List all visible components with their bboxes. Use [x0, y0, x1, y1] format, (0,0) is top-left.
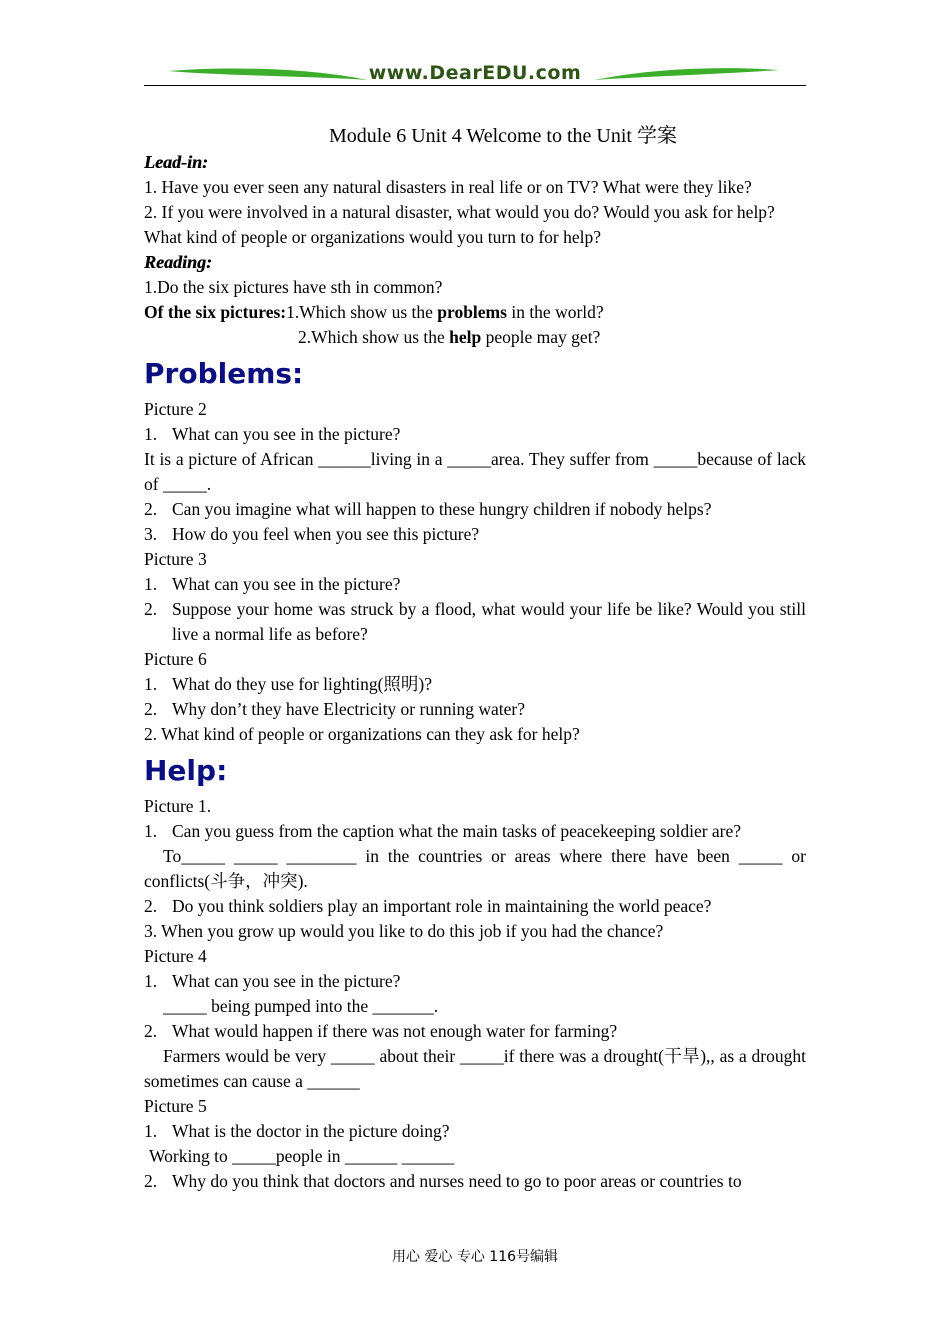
list-item: 1. Can you guess from the caption what the main tasks of peacekeeping soldier are? — [144, 821, 742, 841]
list-item: 1. What can you see in the picture? — [144, 424, 401, 444]
list-item: 2. Can you imagine what will happen to these hungry children if nobody helps? — [144, 499, 712, 519]
fill-in-line: _____ being pumped into the _______. — [163, 996, 439, 1016]
picture-1-label: Picture 1. — [144, 796, 212, 816]
picture-3-label: Picture 3 — [144, 549, 207, 569]
leadin-question-2: 2. If you were involved in a natural disaster, what would you do? Would you ask for help? What kind of people or organizations would you turn to for help? — [144, 202, 775, 247]
fill-in-line: Working to _____people in ______ ______ — [149, 1146, 455, 1166]
list-item: 2. Do you think soldiers play an important role in maintaining the world peace? — [144, 896, 712, 916]
reading-question-1: 1.Do the six pictures have sth in common? — [144, 277, 443, 297]
list-item: 1. What is the doctor in the picture doing? — [144, 1121, 450, 1141]
header-rule — [144, 85, 806, 86]
page-header — [144, 62, 806, 88]
page-footer: 用心 爱心 专心 116号编辑 — [391, 1249, 559, 1265]
fill-in-line: To_____ _____ ________ in the countries or areas where there have been _____ or conflicts(斗争，冲突). — [144, 846, 806, 891]
list-item: 1. What can you see in the picture? — [144, 971, 401, 991]
list-item: 2. Why don’t they have Electricity or running water? — [144, 699, 525, 719]
picture-4-label: Picture 4 — [144, 946, 207, 966]
picture-6-question-3: 2. What kind of people or organizations can they ask for help? — [144, 724, 580, 744]
problems-heading: Problems: — [144, 357, 304, 390]
list-item: 2. Suppose your home was struck by a flood, what would your life be like? Would you still live a normal life as before? — [144, 599, 806, 644]
picture-6-label: Picture 6 — [144, 649, 207, 669]
document-body — [144, 122, 806, 1194]
list-item: 1. What can you see in the picture? — [144, 574, 401, 594]
page-title: Module 6 Unit 4 Welcome to the Unit 学案 — [329, 125, 677, 147]
leadin-heading: Lead-in: — [144, 152, 208, 172]
list-item: 3. How do you feel when you see this picture? — [144, 524, 480, 544]
site-logo[interactable]: www.DearEDU.com — [368, 62, 582, 84]
list-item: 2. What would happen if there was not enough water for farming? — [144, 1021, 618, 1041]
picture-2-label: Picture 2 — [144, 399, 207, 419]
six-pictures-line-1: Of the six pictures:1.Which show us the problems in the world? — [144, 302, 604, 322]
fill-in-line: Farmers would be very _____ about their _____if there was a drought(干旱),, as a drought sometimes can cause a ______ — [144, 1046, 806, 1091]
six-pictures-label: Of the six pictures: — [144, 302, 287, 322]
list-item: 2. Why do you think that doctors and nurses need to go to poor areas or countries to — [144, 1171, 742, 1191]
leadin-question-1: 1. Have you ever seen any natural disasters in real life or on TV? What were they like? — [144, 177, 752, 197]
picture-5-label: Picture 5 — [144, 1096, 207, 1116]
right-swoosh-icon — [594, 64, 779, 86]
six-pictures-line-2: 2.Which show us the help people may get? — [298, 327, 601, 347]
fill-in-line: It is a picture of African ______living in a _____area. They suffer from _____because of lack of _____. — [144, 449, 806, 494]
reading-heading: Reading: — [144, 252, 213, 272]
help-heading: Help: — [144, 754, 228, 787]
picture-1-question-3: 3. When you grow up would you like to do this job if you had the chance? — [144, 921, 664, 941]
list-item: 1. What do they use for lighting(照明)? — [144, 674, 433, 694]
